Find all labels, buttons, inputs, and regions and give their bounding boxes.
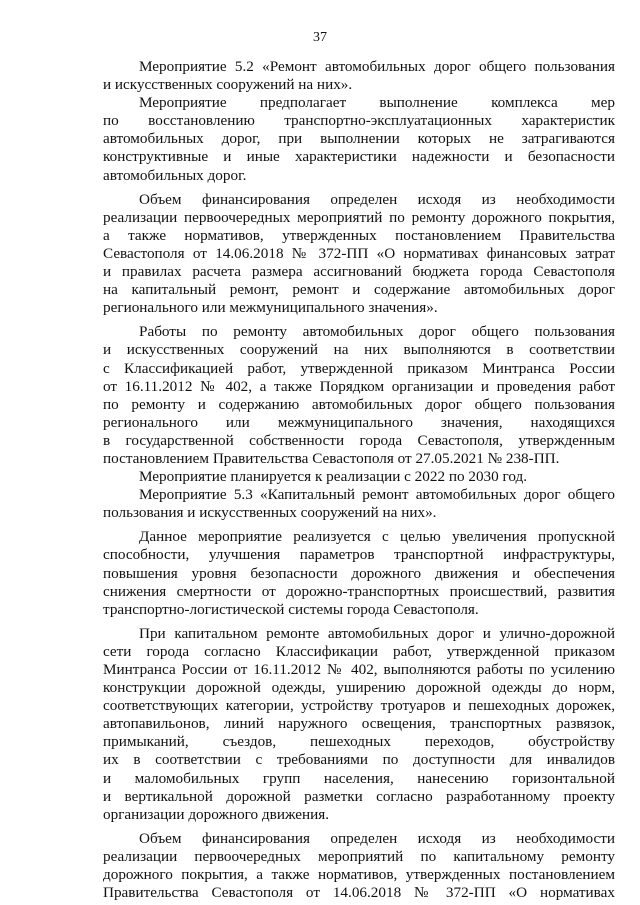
text-line: и искусственных сооружений на них выполняются в соответствии <box>103 341 615 359</box>
text-line: постановлением Правительства Севастополя от 27.05.2021 № 238-ПП. <box>103 449 560 467</box>
text-line: автомобильных дорог, при выполнении которых не затрагиваются <box>103 130 615 148</box>
text-line: и искусственных сооружений на них». <box>103 76 353 94</box>
text-line: их в соответствии с требованиями по доступности для инвалидов <box>103 751 615 769</box>
text-line: дорожного покрытия, а также нормативов, утвержденных постановлением <box>103 866 615 884</box>
text-line: сети города согласно Классификации работ, утвержденной приказом <box>103 642 615 660</box>
text-line: примыканий, съездов, пешеходных переходов, обустройству <box>103 733 615 751</box>
paragraph-measure-5-2-title <box>103 58 615 94</box>
paragraph-capital-repair-works <box>103 625 615 824</box>
text-line: по ремонту и содержанию автомобильных дорог общего пользования <box>103 395 615 413</box>
text-line: а также нормативов, утвержденных постановлением Правительства <box>103 226 615 244</box>
text-line: При капитальном ремонте автомобильных дорог и улично-дорожной <box>139 624 615 642</box>
text-line: Данное мероприятие реализуется с целью увеличения пропускной <box>139 528 615 546</box>
text-line: Объем финансирования определен исходя из необходимости <box>139 829 615 847</box>
text-line: автопавильонов, линий наружного освещения, транспортных развязок, <box>103 715 615 733</box>
text-line: способности, улучшения параметров транспортной инфраструктуры, <box>103 546 615 564</box>
text-line: Правительства Севастополя от 14.06.2018 № 372-ПП «О нормативах <box>103 884 615 902</box>
text-line: пользования и искусственных сооружений на них». <box>103 504 437 522</box>
text-line: и правилах расчета размера ассигнований бюджета города Севастополя <box>103 263 615 281</box>
text-line: от 16.11.2012 № 402, а также Порядком организации и проведения работ <box>103 377 615 395</box>
text-line: в государственной собственности города Севастополя, утвержденным <box>103 431 615 449</box>
text-line: повышения уровня безопасности дорожного движения и обеспечения <box>103 564 615 582</box>
text-line: снижения смертности от дорожно-транспортных происшествий, развития <box>103 582 615 600</box>
text-line: Мероприятие планируется к реализации с 2022 по 2030 год. <box>139 468 528 486</box>
document-body <box>103 58 615 902</box>
text-line: конструктивные и иные характеристики надежности и безопасности <box>103 148 615 166</box>
text-line: реализации первоочередных мероприятий по ремонту дорожного покрытия, <box>103 208 615 226</box>
paragraph-funding-5-2 <box>103 191 615 318</box>
paragraph-period-5-2 <box>103 468 615 486</box>
text-line: Мероприятие 5.2 «Ремонт автомобильных дорог общего пользования <box>139 58 615 75</box>
paragraph-funding-5-3 <box>103 830 615 902</box>
paragraph-works-5-2 <box>103 323 615 468</box>
text-line: соответствующих категории, устройству тротуаров и пешеходных дорожек, <box>103 697 615 715</box>
text-line: регионального или межмуниципального значения». <box>103 299 438 317</box>
text-line: Объем финансирования определен исходя из необходимости <box>139 190 615 208</box>
text-line: Мероприятие 5.3 «Капитальный ремонт автомобильных дорог общего <box>139 486 615 504</box>
text-line: на капитальный ремонт, ремонт и содержание автомобильных дорог <box>103 281 615 299</box>
text-line: по восстановлению транспортно-эксплуатационных характеристик <box>103 112 615 130</box>
text-line: реализации первоочередных мероприятий по капитальному ремонту <box>103 847 615 865</box>
text-line: с Классификацией работ, утвержденной приказом Минтранса России <box>103 359 615 377</box>
text-line: Работы по ремонту автомобильных дорог общего пользования <box>139 323 615 341</box>
text-line: автомобильных дорог. <box>103 166 247 184</box>
page-number: 37 <box>313 30 327 45</box>
paragraph-measure-5-3-purpose <box>103 528 615 618</box>
text-line: организации дорожного движения. <box>103 805 330 823</box>
paragraph-measure-5-2-description <box>103 94 615 184</box>
text-line: и вертикальной дорожной разметки согласно разработанному проекту <box>103 787 615 805</box>
text-line: и маломобильных групп населения, нанесению горизонтальной <box>103 769 615 787</box>
text-line: транспортно-логистической системы города Севастополя. <box>103 600 479 618</box>
text-line: Севастополя от 14.06.2018 № 372-ПП «О нормативах финансовых затрат <box>103 244 615 262</box>
paragraph-measure-5-3-title <box>103 486 615 522</box>
text-line: конструкции дорожной одежды, уширению дорожной одежды до норм, <box>103 679 615 697</box>
text-line: регионального или межмуниципального значения, находящихся <box>103 413 615 431</box>
text-line: Минтранса России от 16.11.2012 № 402, выполняются работы по усилению <box>103 661 615 678</box>
text-line: Мероприятие предполагает выполнение комплекса мер <box>139 94 615 112</box>
